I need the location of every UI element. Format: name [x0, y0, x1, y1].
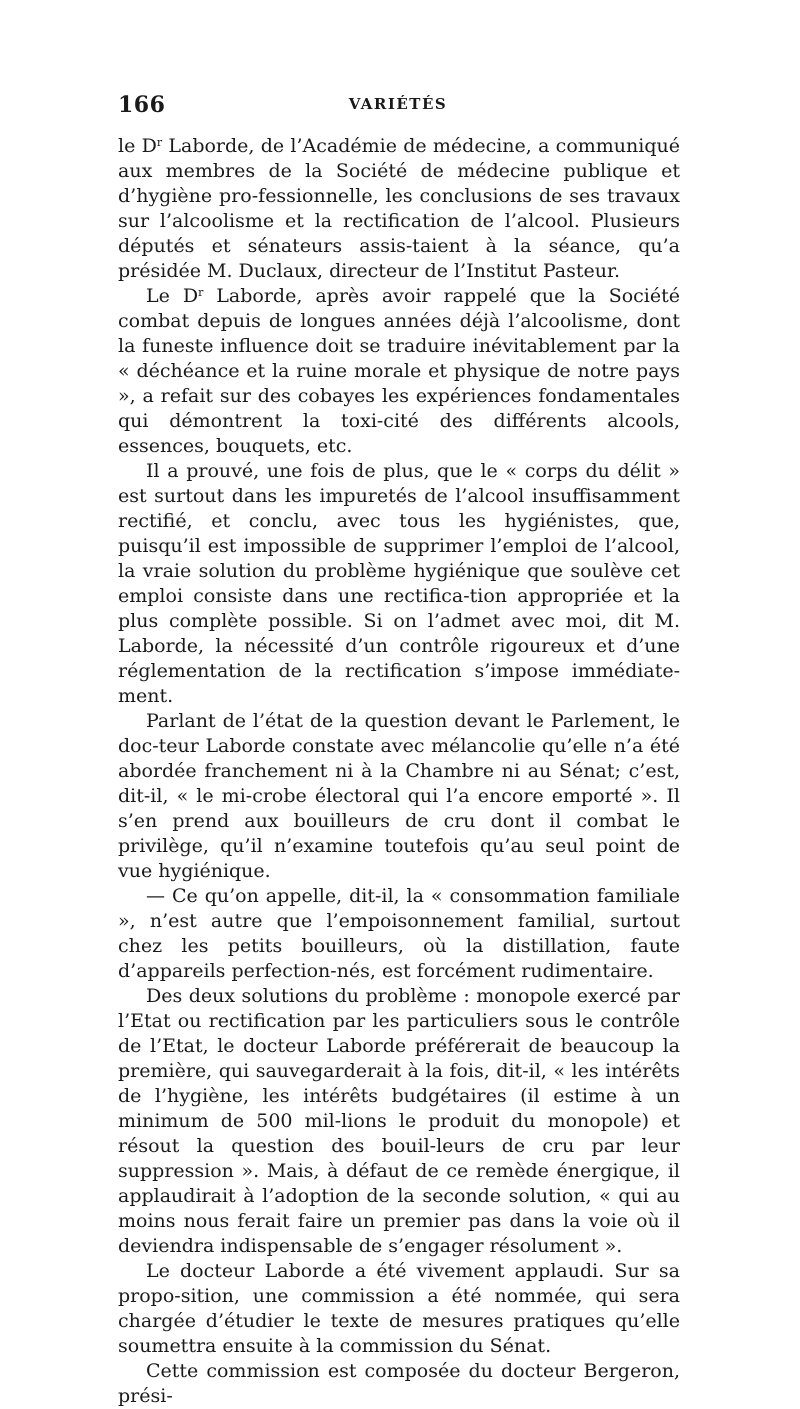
paragraph-8 — [118, 1359, 680, 1409]
paragraph-3 — [118, 459, 680, 709]
running-head-title: VARIÉTÉS — [348, 95, 448, 113]
paragraph-5-text: — Ce qu’on appelle, dit-il, la « consommation familiale », n’est autre que l’empoisonnement familial, surtout chez les petits bouilleurs, où la distillation, faute d’appareils perfection-nés, est forcément rudimentaire. — [118, 885, 680, 982]
paragraph-2 — [118, 284, 680, 459]
paragraph-7 — [118, 1259, 680, 1359]
paragraph-4 — [118, 709, 680, 884]
paragraph-5 — [118, 884, 680, 984]
paragraph-3-text: Il a prouvé, une fois de plus, que le « corps du délit » est surtout dans les impuretés de l’alcool insuffisamment rectifié, et conclu, avec tous les hygiénistes, que, puisqu’il est impossible de supprimer l’emploi de l’alcool, la vraie solution du problème hygiénique que soulève cet emploi consiste dans une rectifica-tion appropriée et la plus complète possible. Si on l’admet avec moi, dit M. Laborde, la nécessité d’un contrôle rigoureux et d’une réglementation de la rectification s’impose immédiate-ment. — [118, 460, 680, 707]
paragraph-1-text: Laborde, de l’Académie de médecine, a communiqué aux membres de la Société de médecine publique et d’hygiène pro-fessionnelle, les conclusions de ses travaux sur l’alcoolisme et la rectification de l’alcool. Plusieurs députés et sénateurs assis-taient à la séance, qu’a présidée M. Duclaux, directeur de l’Institut Pasteur. — [118, 135, 680, 282]
paragraph-2-text: Laborde, après avoir rappelé que la Société combat depuis de longues années déjà l’alcoolisme, dont la funeste influence doit se traduire inévitablement par la « déchéance et la ruine morale et physique de notre pays », a refait sur des cobayes les expériences fondamentales qui démontrent la toxi-cité des différents alcools, essences, bouquets, etc. — [118, 285, 680, 457]
paragraph-6 — [118, 984, 680, 1259]
paragraph-1 — [118, 134, 680, 284]
paragraph-8-text: Cette commission est composée du docteur Bergeron, prési- — [118, 1360, 680, 1407]
body-text — [118, 134, 680, 1409]
paragraph-4-text: Parlant de l’état de la question devant le Parlement, le doc-teur Laborde constate avec mélancolie qu’elle n’a été abordée franchement ni à la Chambre ni au Sénat; c’est, dit-il, « le mi-crobe électoral qui l’a encore emporté ». Il s’en prend aux bouilleurs de cru dont il combat le privilège, qu’il n’examine toutefois qu’au seul point de vue hygiénique. — [118, 710, 680, 882]
paragraph-2-lead: Le D — [146, 285, 199, 307]
page-number: 166 — [118, 92, 166, 118]
paragraph-6-text: Des deux solutions du problème : monopole exercé par l’Etat ou rectification par les particuliers sous le contrôle de l’Etat, le docteur Laborde préférerait de beaucoup la première, qui sauvegarderait à la fois, dit-il, « les intérêts de l’hygiène, les intérêts budgétaires (il estime à un minimum de 500 mil-lions le produit du monopole) et résout la question des bouil-leurs de cru par leur suppression ». Mais, à défaut de ce remède énergique, il applaudirait à l’adoption de la seconde solution, « qui au moins nous ferait faire un premier pas dans la voie où il deviendra indispensable de s’engager résolument ». — [118, 985, 680, 1257]
paragraph-1-lead: le D — [118, 135, 157, 157]
paragraph-2-superscript: r — [198, 286, 204, 299]
page-header — [118, 92, 678, 122]
paragraph-7-text: Le docteur Laborde a été vivement applaudi. Sur sa propo-sition, une commission a été nommée, qui sera chargée d’étudier le texte de mesures pratiques qu’elle soumettra ensuite à la commission du Sénat. — [118, 1260, 680, 1357]
paragraph-1-superscript: r — [156, 136, 163, 149]
